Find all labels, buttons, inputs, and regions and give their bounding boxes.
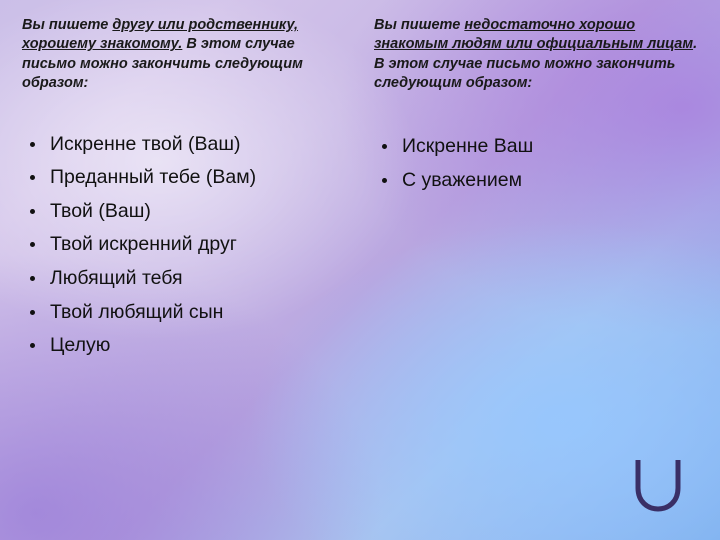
right-intro-paragraph <box>374 16 708 94</box>
list-item: С уважением <box>374 168 708 193</box>
list-item: Твой любящий сын <box>22 300 348 325</box>
list-item: Целую <box>22 333 348 358</box>
right-bullet-list <box>374 134 708 193</box>
left-intro-segment-3: В этом случае письмо можно закончить следующим образом: <box>22 36 303 92</box>
list-item: Любящий тебя <box>22 266 348 291</box>
right-intro-segment-1: Вы пишете <box>374 17 465 33</box>
right-intro-segment-3: . В этом случае письмо можно закончить следующим образом: <box>374 36 698 92</box>
right-intro-segment-2: недостаточно хорошо знакомым людям или официальным лицам <box>374 17 694 53</box>
horseshoe-arch-logo-icon <box>632 458 684 512</box>
list-item: Преданный тебе (Вам) <box>22 165 348 190</box>
list-item: Искренне Ваш <box>374 134 708 159</box>
list-item: Твой искренний друг <box>22 232 348 257</box>
left-intro-segment-1: Вы пишете <box>22 17 113 33</box>
left-bullet-list <box>22 132 348 358</box>
list-item: Твой (Ваш) <box>22 199 348 224</box>
left-intro-segment-2: другу или родственнику, хорошему знакомому. <box>22 17 298 53</box>
left-intro-paragraph <box>22 16 348 94</box>
list-item: Искренне твой (Ваш) <box>22 132 348 157</box>
